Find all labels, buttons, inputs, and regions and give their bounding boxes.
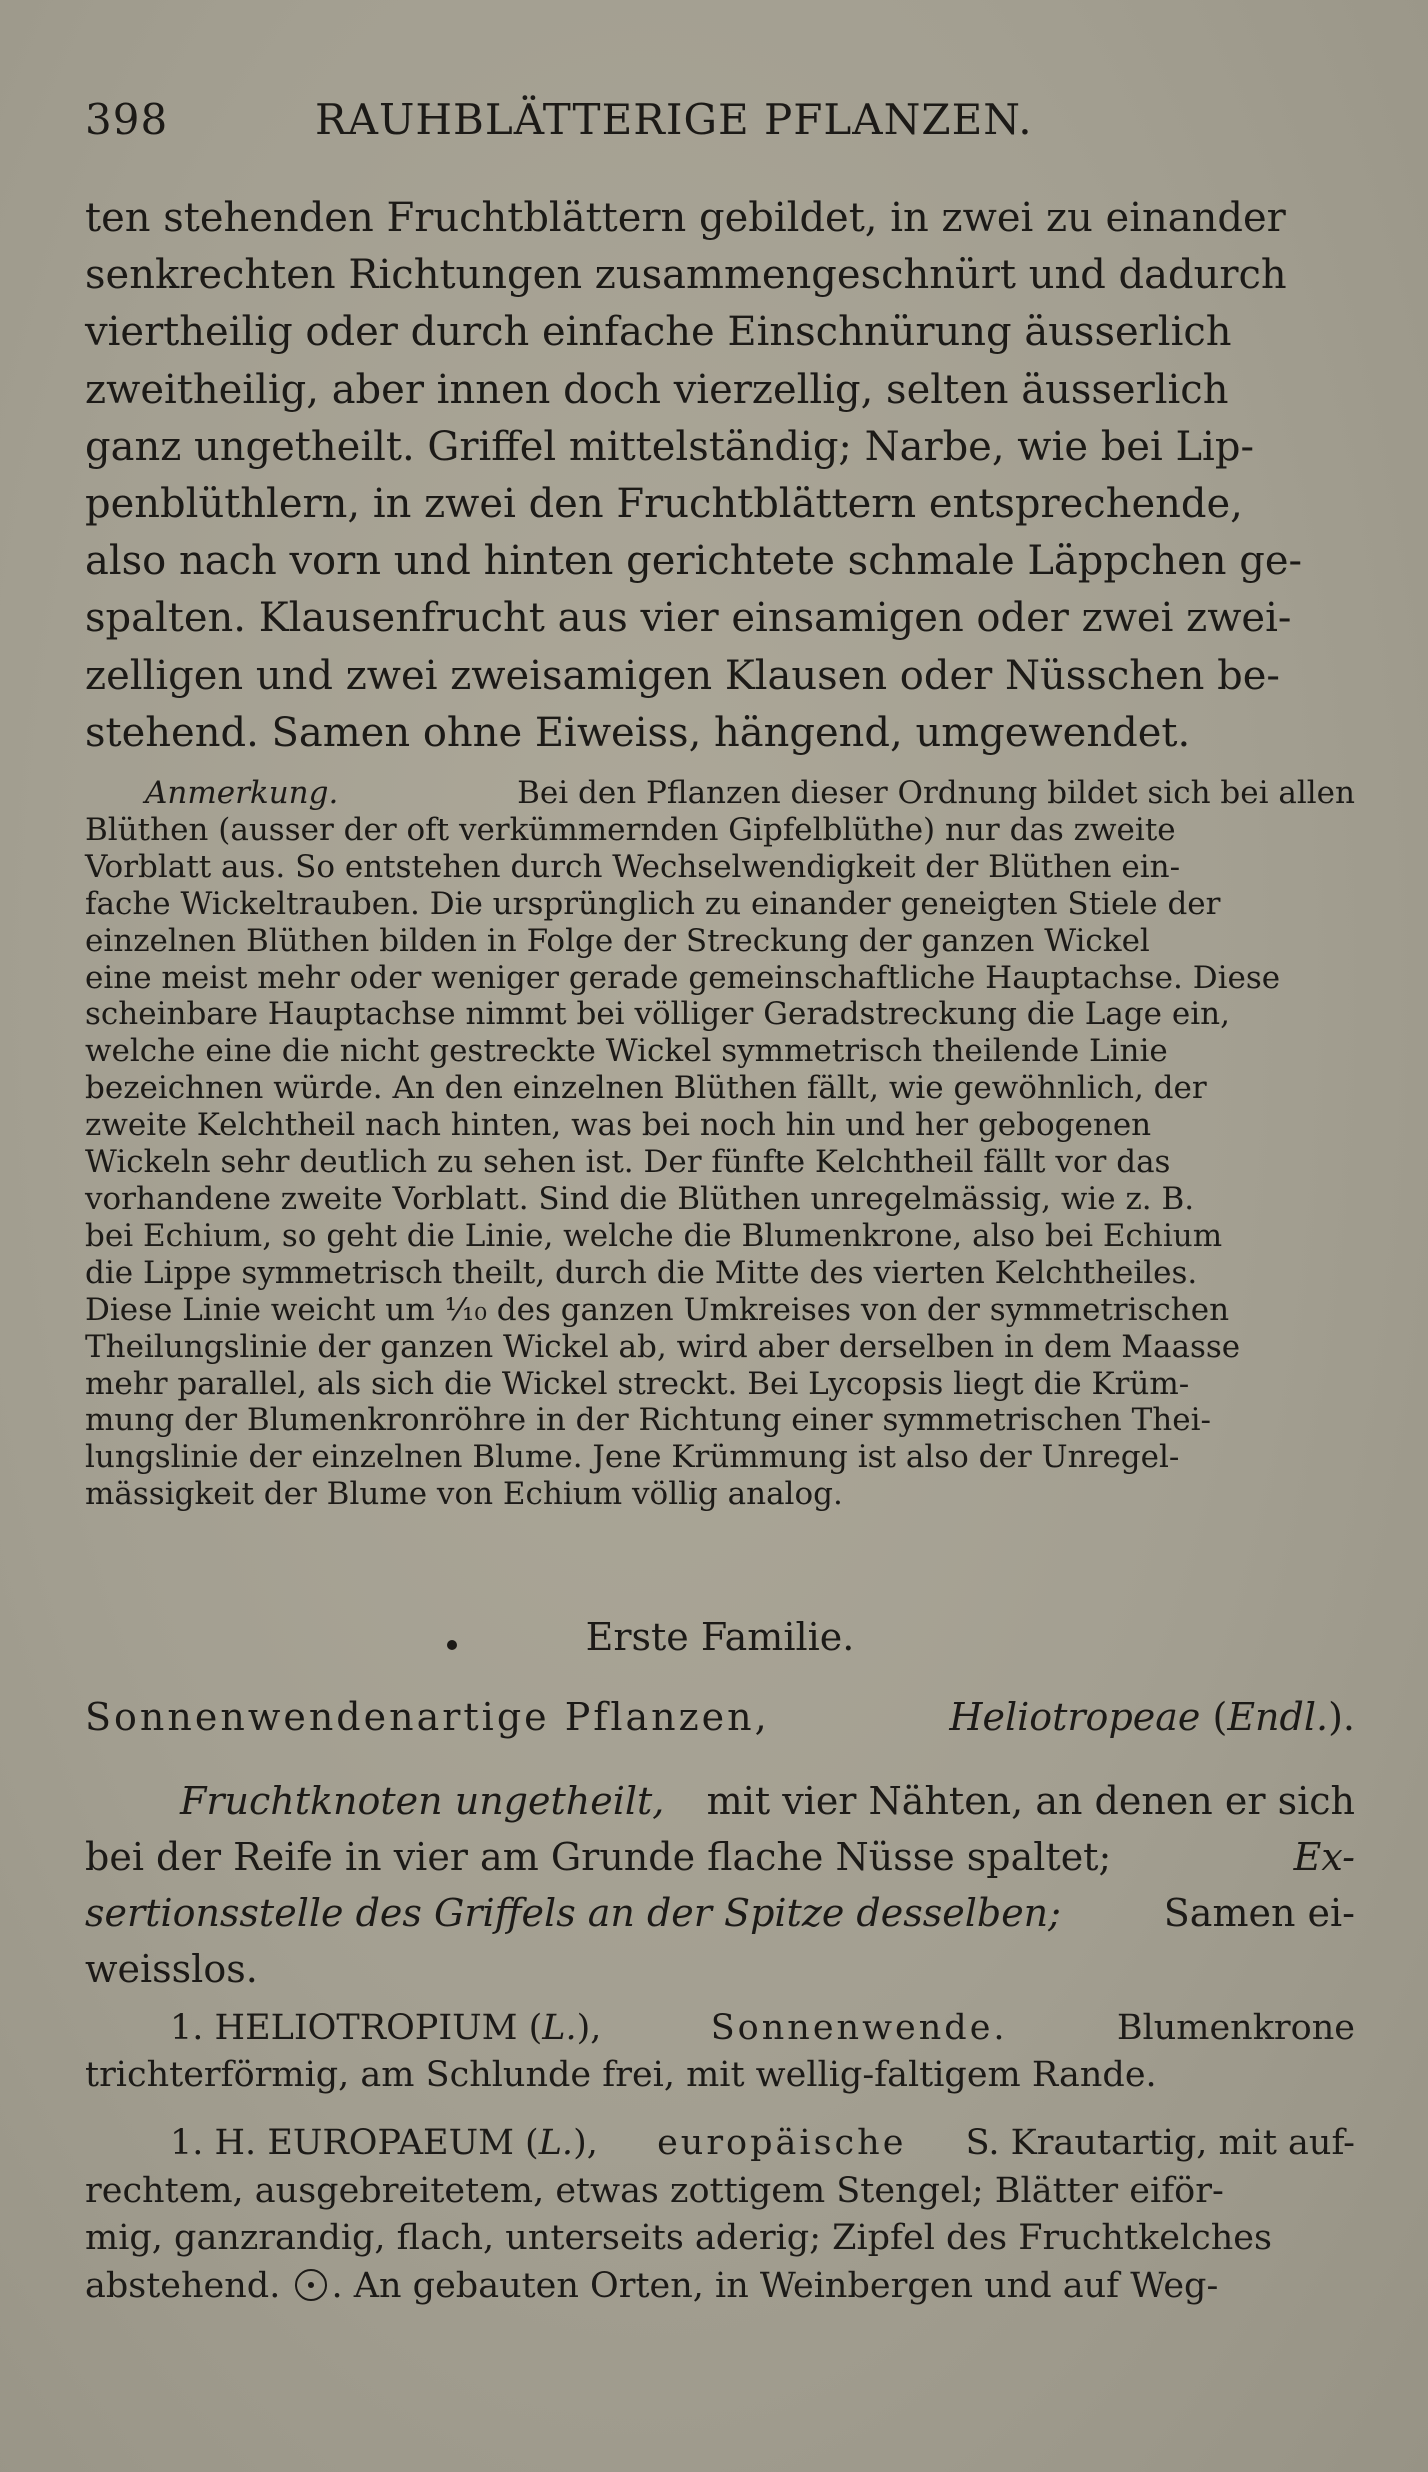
genus-entry	[85, 2005, 1355, 2099]
note-line: lungslinie der einzelnen Blume. Jene Krümmung ist also der Unregel-	[85, 1439, 1180, 1476]
desc-line: weisslos.	[85, 1947, 258, 1991]
note-line: eine meist mehr oder weniger gerade gemeinschaftliche Hauptachse. Diese	[85, 959, 1281, 996]
text-line: penblüthlern, in zwei den Fruchtblättern entsprechende,	[85, 481, 1243, 528]
species-head: 1. H. EUROPAEUM (L.),	[170, 2123, 598, 2163]
note-text: Bei den Pflanzen dieser Ordnung bildet sich bei allen	[517, 775, 1355, 811]
family-latin-group: Heliotropeae (Endl.).	[949, 1695, 1355, 1739]
desc-line	[85, 1885, 1355, 1941]
note-line: mehr parallel, als sich die Wickel streckt. Bei Lycopsis liegt die Krüm-	[85, 1365, 1190, 1402]
note-line: Diese Linie weicht um ¹⁄₁₀ des ganzen Umkreises von der symmetrischen	[85, 1291, 1230, 1328]
note-line: Vorblatt aus. So entstehen durch Wechselwendigkeit der Blüthen ein-	[85, 848, 1181, 885]
text-line: ten stehenden Fruchtblättern gebildet, in zwei zu einander	[85, 195, 1286, 241]
genus-number: 1.	[170, 2008, 204, 2048]
text-line: also nach vorn und hinten gerichtete schmale Läppchen ge-	[85, 538, 1303, 585]
page-number: 398	[85, 95, 169, 144]
desc-line	[85, 1773, 1355, 1829]
note-line: die Lippe symmetrisch theilt, durch die Mitte des vierten Kelchtheiles.	[85, 1254, 1198, 1291]
text-line: viertheilig oder durch einfache Einschnürung äusserlich	[85, 309, 1232, 356]
family-title-block	[85, 1695, 1355, 1739]
species-text	[85, 2263, 1218, 2311]
main-paragraph	[85, 190, 1355, 762]
genus-author: L.	[542, 2008, 577, 2048]
note-line: vorhandene zweite Vorblatt. Sind die Blüthen unregelmässig, wie z. B.	[85, 1180, 1195, 1217]
family-latin: Heliotropeae	[949, 1695, 1201, 1739]
family-name: Sonnenwendenartige Pflanzen,	[85, 1695, 770, 1739]
species-line: mig, ganzrandig, flach, unterseits aderig; Zipfel des Fruchtkelches	[85, 2218, 1272, 2258]
note-label: Anmerkung.	[145, 775, 339, 811]
note-line: zweite Kelchtheil nach hinten, was bei noch hin und her gebogenen	[85, 1107, 1152, 1144]
note-line: einzelnen Blüthen bilden in Folge der Streckung der ganzen Wickel	[85, 922, 1150, 959]
note-line: scheinbare Hauptachse nimmt bei völliger Geradstreckung die Lage ein,	[85, 996, 1230, 1033]
species-line	[85, 2263, 1355, 2311]
note-line: mässigkeit der Blume von Echium völlig analog.	[85, 1476, 843, 1513]
note-line: mung der Blumenkronröhre in der Richtung einer symmetrischen Thei-	[85, 1402, 1211, 1439]
species-name: EUROPAEUM	[267, 2123, 514, 2163]
species-line	[85, 2120, 1355, 2168]
species-text-start: abstehend.	[85, 2265, 281, 2306]
family-title	[85, 1695, 1355, 1739]
note-line: fache Wickeltrauben. Die ursprünglich zu einander geneigten Stiele der	[85, 885, 1221, 922]
species-author: L.	[538, 2123, 574, 2163]
species-text-end: . An gebauten Orten, in Weinbergen und auf Weg-	[331, 2265, 1219, 2306]
note-line: welche eine die nicht gestreckte Wickel symmetrisch theilende Linie	[85, 1033, 1168, 1070]
running-title: RAUHBLÄTTERIGE PFLANZEN.	[315, 95, 1033, 144]
note-line: Blüthen (ausser der oft verkümmernden Gipfelblüthe) nur das zweite	[85, 811, 1176, 848]
text-line: spalten. Klausenfrucht aus vier einsamigen oder zwei zwei-	[85, 595, 1292, 642]
desc-line	[85, 1829, 1355, 1885]
species-number: 1. H.	[170, 2123, 257, 2163]
annual-circle-icon	[295, 2269, 327, 2301]
family-heading: Erste Familie.	[585, 1615, 855, 1659]
text-line: stehend. Samen ohne Eiweiss, hängend, umgewendet.	[85, 709, 1191, 756]
note-line: Theilungslinie der ganzen Wickel ab, wird aber derselben in dem Maasse	[85, 1328, 1241, 1365]
text-line: ganz ungetheilt. Griffel mittelständig; Narbe, wie bei Lip-	[85, 423, 1254, 470]
text-line: zelligen und zwei zweisamigen Klausen oder Nüsschen be-	[85, 652, 1280, 699]
genus-common-name: Sonnenwende.	[710, 2008, 1008, 2048]
family-author: Endl.	[1227, 1695, 1329, 1739]
desc-italic: Ex-	[1293, 1835, 1355, 1879]
desc-text: Samen ei-	[1163, 1891, 1355, 1935]
text-line: zweitheilig, aber innen doch vierzellig, selten äusserlich	[85, 366, 1229, 413]
family-description	[85, 1773, 1355, 1997]
note-line: Wickeln sehr deutlich zu sehen ist. Der fünfte Kelchtheil fällt vor das	[85, 1144, 1171, 1181]
note-line: bei Echium, so geht die Linie, welche die Blumenkrone, also bei Echium	[85, 1217, 1223, 1254]
species-common-name: europäische	[657, 2123, 907, 2163]
desc-text: bei der Reife in vier am Grunde flache Nüsse spaltet;	[85, 1835, 1112, 1879]
desc-italic: Fruchtknoten ungetheilt,	[180, 1779, 665, 1823]
species-text: S. Krautartig, mit auf-	[965, 2123, 1355, 2163]
genus-head: 1. HELIOTROPIUM (L.),	[170, 2008, 602, 2048]
genus-line	[85, 2005, 1355, 2052]
note-line: bezeichnen würde. An den einzelnen Blüthen fällt, wie gewöhnlich, der	[85, 1070, 1207, 1107]
desc-text: mit vier Nähten, an denen er sich	[706, 1779, 1355, 1823]
page-header	[85, 95, 1085, 144]
desc-italic: sertionsstelle des Griffels an der Spitze desselben;	[85, 1891, 1061, 1935]
note-paragraph	[85, 775, 1355, 1513]
genus-line: trichterförmig, am Schlunde frei, mit wellig-faltigem Rande.	[85, 2055, 1157, 2095]
family-heading-block	[85, 1615, 1355, 1659]
text-line: senkrechten Richtungen zusammengeschnürt und dadurch	[85, 252, 1287, 299]
genus-name: HELIOTROPIUM	[214, 2008, 518, 2048]
species-entry	[85, 2120, 1355, 2310]
species-line: rechtem, ausgebreitetem, etwas zottigem Stengel; Blätter eiför-	[85, 2170, 1224, 2211]
genus-text: Blumenkrone	[1116, 2008, 1355, 2048]
note-first-line	[85, 775, 1355, 812]
